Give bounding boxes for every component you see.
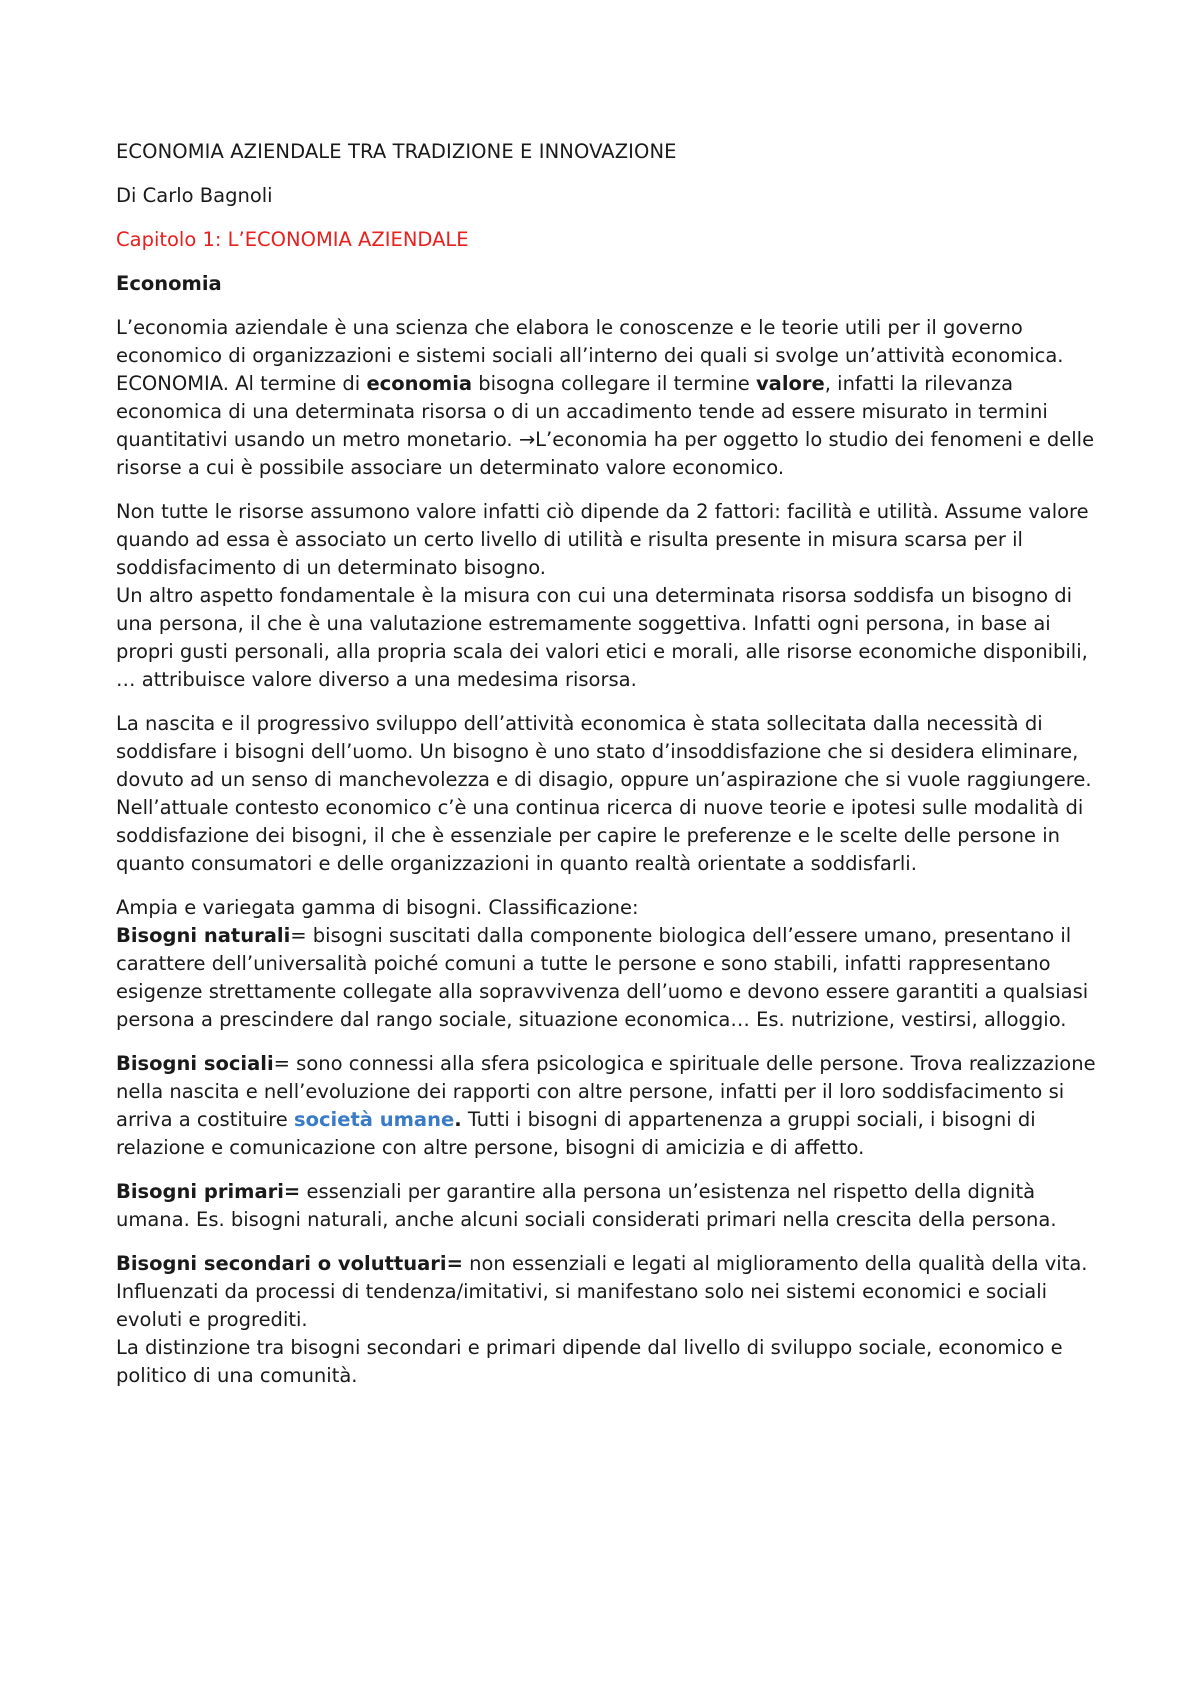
bold-term: economia xyxy=(366,372,473,395)
paragraph-text: bisogna collegare il termine xyxy=(472,372,756,395)
document-author: Di Carlo Bagnoli xyxy=(116,184,273,207)
paragraph-text: Non tutte le risorse assumono valore infatti ciò dipende da 2 fattori: facilità e utilità. Assume valore quando ad essa è associato un certo livello di utilità e risulta presente in misura scarsa per il soddisfacimento di un determinato bisogno. xyxy=(116,500,1089,579)
document-title: ECONOMIA AZIENDALE TRA TRADIZIONE E INNOVAZIONE xyxy=(116,140,677,163)
paragraph-text: L’economia aziendale è una scienza che elabora le conoscenze e le teorie utili per il governo economico di organizzazioni e sistemi sociali all’interno dei quali si svolge un’attività economica. xyxy=(116,316,1064,367)
paragraph-text: Ampia e variegata gamma di bisogni. Classificazione: xyxy=(116,896,639,919)
paragraph-value xyxy=(116,498,1096,694)
section-heading: Economia xyxy=(116,272,222,295)
paragraph-text: = bisogni suscitati dalla componente biologica dell’essere umano, presentano il carattere dell’universalità poiché comuni a tutte le persone e sono stabili, infatti rappresentano esigenze strettamente collegate alla sopravvivenza dell’uomo e devono essere garantiti a qualsiasi persona a prescindere dal rango sociale, situazione economica… Es. nutrizione, vestirsi, alloggio. xyxy=(116,924,1089,1031)
chapter-heading: Capitolo 1: L’ECONOMIA AZIENDALE xyxy=(116,228,469,251)
bold-term: valore xyxy=(755,372,825,395)
paragraph-text: non essenziali e legati al miglioramento della qualità della vita. Influenzati da processi di tendenza/imitativi, si manifestano solo nei sistemi economici e sociali evoluti e progrediti. xyxy=(116,1252,1088,1331)
bold-term: Bisogni primari= xyxy=(116,1180,301,1203)
bold-term: Bisogni naturali xyxy=(116,924,291,947)
paragraph-needs: La nascita e il progressivo sviluppo dell’attività economica è stata sollecitata dalla necessità di soddisfare i bisogni dell’uomo. Un bisogno è uno stato d’insoddisfazione che si desidera eliminare, dovuto ad un senso di manchevolezza e di disagio, oppure un’aspirazione che si vuole raggiungere. Nell’attuale contesto economico c’è una continua ricerca di nuove teorie e ipotesi sulle modalità di soddisfazione dei bisogni, il che è essenziale per capire le preferenze e le scelte delle persone in quanto consumatori e delle organizzazioni in quanto realtà orientate a soddisfarli. xyxy=(116,712,1092,875)
paragraph-text: La distinzione tra bisogni secondari e primari dipende dal livello di sviluppo sociale, economico e politico di una comunità. xyxy=(116,1336,1063,1387)
paragraph-text: Tutti i bisogni di appartenenza a gruppi sociali, i bisogni di relazione e comunicazione con altre persone, bisogni di amicizia e di affetto. xyxy=(116,1108,1036,1159)
paragraph-text: Un altro aspetto fondamentale è la misura con cui una determinata risorsa soddisfa un bisogno di una persona, il che è una valutazione estremamente soggettiva. Infatti ogni persona, in base ai propri gusti personali, alla propria scala dei valori etici e morali, alle risorse economiche disponibili, … attribuisce valore diverso a una medesima risorsa. xyxy=(116,584,1088,691)
paragraph-text: ECONOMIA. Al termine di xyxy=(116,372,367,395)
document-page xyxy=(116,138,1096,1406)
paragraph-text: , infatti la rilevanza economica di una determinata risorsa o di un accadimento tende ad essere misurato in termini quantitativi usando un metro monetario. →L’economia ha per oggetto lo studio dei fenomeni e delle risorse a cui è possibile associare un determinato valore economico. xyxy=(116,372,1095,479)
paragraph-social-needs xyxy=(116,1050,1096,1162)
paragraph-secondary-needs xyxy=(116,1250,1096,1390)
highlighted-term: società umane xyxy=(293,1108,455,1131)
paragraph-text: essenziali per garantire alla persona un’esistenza nel rispetto della dignità umana. Es. bisogni naturali, anche alcuni sociali considerati primari nella crescita della persona. xyxy=(116,1180,1057,1231)
bold-term: Bisogni sociali xyxy=(116,1052,274,1075)
paragraph-text: = sono connessi alla sfera psicologica e spirituale delle persone. Trova realizzazione nella nascita e nell’evoluzione dei rapporti con altre persone, infatti per il loro soddisfacimento si arriva a costituire xyxy=(116,1052,1096,1131)
paragraph-natural-needs xyxy=(116,894,1096,1034)
bold-term: Bisogni secondari o voluttuari= xyxy=(116,1252,463,1275)
paragraph-primary-needs xyxy=(116,1178,1096,1234)
paragraph-definition xyxy=(116,314,1096,482)
bold-dot: . xyxy=(454,1108,462,1131)
